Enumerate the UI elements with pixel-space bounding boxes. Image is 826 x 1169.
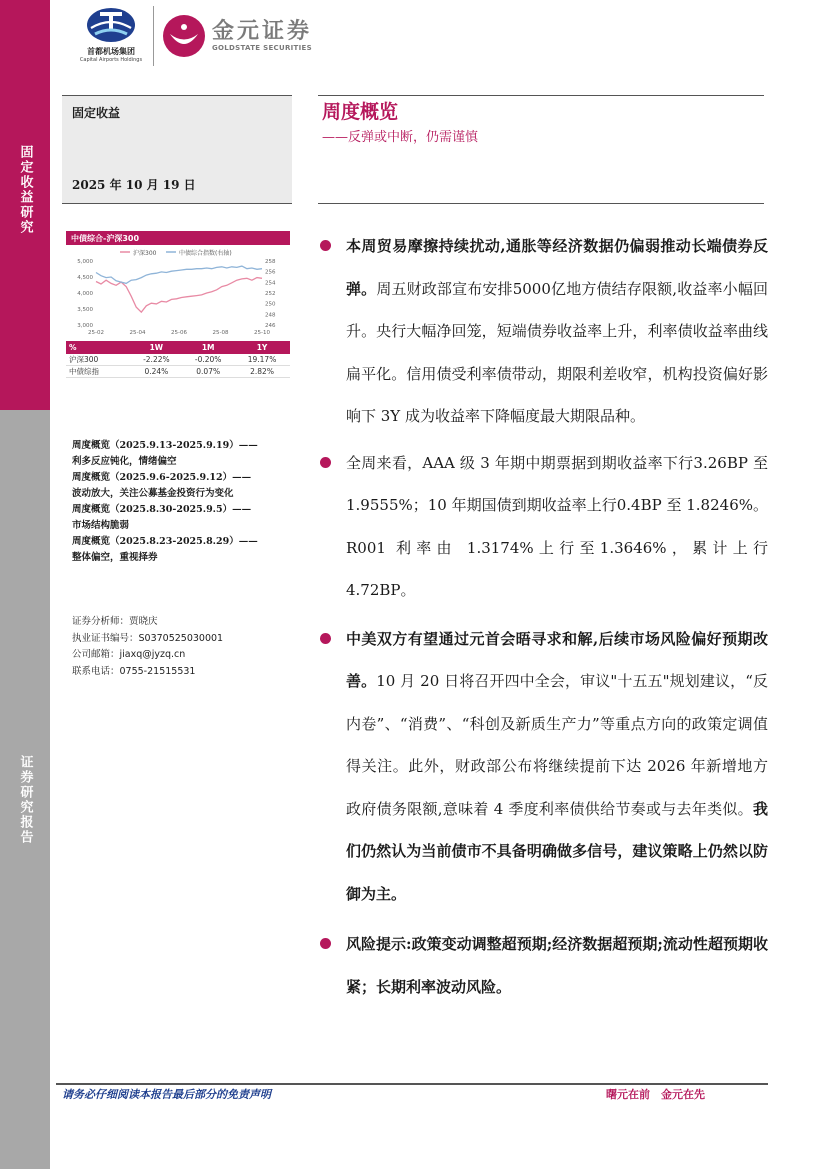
table-row xyxy=(66,366,290,378)
chart-title: 中债综合-沪深300 xyxy=(66,231,290,245)
analyst-name: 证券分析师：贾晓庆 xyxy=(72,616,158,627)
analyst-cert: 执业证书编号：S0370525030001 xyxy=(72,632,224,644)
goldstate-logo xyxy=(162,14,312,58)
related-report-line[interactable]: 周度概览（2025.8.30-2025.9.5）—— xyxy=(72,504,252,515)
table-cell: 0.07% xyxy=(182,366,234,378)
report-info-box xyxy=(62,95,292,204)
paragraph-text: 10 月 20 日将召开四中全会，审议"十五五"规划建议，“反内卷”、“消费”、“科创及新质生产力”等重点方向的政策定调值得关注。此外，财政部公布将继续提前下达 2026 年新增地方政府债务限额,意味着 4 季度利率债供给节奏或与去年类似。 xyxy=(346,672,768,818)
analyst-info xyxy=(72,614,223,680)
table-cell: -2.22% xyxy=(130,354,182,366)
y-right-tick-label: 252 xyxy=(265,291,276,297)
paragraph-highlight: 本周贸易摩擦持续扰动,通胀等经济数据仍偏弱推动长端债券反弹。 xyxy=(346,237,768,298)
related-report-line[interactable]: 周度概览（2025.9.13-2025.9.19）—— xyxy=(72,440,258,451)
performance-table xyxy=(66,341,290,378)
main-body xyxy=(320,225,768,1008)
goldstate-name: 金元证券 xyxy=(212,19,313,44)
y-right-tick-label: 256 xyxy=(265,269,276,276)
table-cell: 2.82% xyxy=(234,366,290,378)
legend-bond: 中债综合指数(右轴) xyxy=(179,250,232,257)
y-right-tick-label: 254 xyxy=(265,280,276,287)
footer-rule xyxy=(56,1083,768,1085)
table-header: % xyxy=(66,341,130,354)
analyst-email[interactable]: 公司邮箱：jiaxq@jyzq.cn xyxy=(72,649,186,660)
capital-airports-name: 首都机场集团 xyxy=(87,47,135,56)
x-tick-label: 25-10 xyxy=(254,330,270,336)
risk-warning: 风险提示:政策变动调整超预期;经济数据超预期;流动性超预期收紧；长期利率波动风险。 xyxy=(346,935,768,996)
analyst-phone: 联系电话：0755-21515531 xyxy=(72,665,196,677)
related-report-line[interactable]: 利多反应钝化，情绪偏空 xyxy=(72,456,177,467)
related-report-line[interactable]: 整体偏空，重视择券 xyxy=(72,552,158,563)
sidebar-bottom-label: 证券研究报告 xyxy=(17,755,33,845)
capital-airports-icon xyxy=(81,6,141,44)
chart-legend xyxy=(120,249,232,257)
title-bottom-rule xyxy=(318,203,764,204)
x-tick-label: 25-04 xyxy=(129,330,146,336)
paragraph-highlight: 中美双方有望通过元首会晤寻求和解,后续市场风险偏好预期改善。 xyxy=(346,629,768,690)
goldstate-en: GOLDSTATE SECURITIES xyxy=(212,44,312,52)
y-right-tick-label: 258 xyxy=(265,259,276,265)
page-title: 周度概览 xyxy=(322,101,399,123)
page-subtitle: ——反弹或中断，仍需谨慎 xyxy=(322,130,479,145)
related-report-line[interactable]: 周度概览（2025.9.6-2025.9.12）—— xyxy=(72,472,252,483)
series-line-csi300 xyxy=(96,278,262,313)
table-cell: 沪深300 xyxy=(66,354,130,366)
y-right-tick-label: 250 xyxy=(265,301,276,308)
body-paragraph xyxy=(320,442,768,612)
table-header: 1Y xyxy=(234,341,290,354)
body-paragraph xyxy=(320,618,768,916)
table-header-row xyxy=(66,341,290,354)
related-report-line[interactable]: 波动放大，关注公募基金投资行为变化 xyxy=(72,488,234,499)
legend-csi300: 沪深300 xyxy=(133,250,157,257)
sidebar-top-band xyxy=(0,0,50,410)
sidebar-top-label: 固定收益研究 xyxy=(17,145,33,235)
header-logos xyxy=(72,6,312,72)
sidebar-bottom-band xyxy=(0,410,50,1169)
table-header: 1M xyxy=(182,341,234,354)
y-right-tick-label: 248 xyxy=(265,312,276,319)
index-chart xyxy=(66,245,290,341)
y-left-tick-label: 5,000 xyxy=(77,259,93,265)
related-report-line[interactable]: 周度概览（2025.8.23-2025.8.29）—— xyxy=(72,536,258,547)
y-left-tick-label: 3,500 xyxy=(77,307,93,313)
paragraph-text: 全周来看，AAA 级 3 年期中期票据到期收益率下行3.26BP 至 1.9555%；10 年期国债到期收益率上行0.4BP 至 1.8246%。R001 利率由 1.3174%上行至1.3646%，累计上行 4.72BP。 xyxy=(346,453,768,599)
table-cell: 0.24% xyxy=(130,366,182,378)
series-line-bond xyxy=(96,266,262,283)
y-left-tick-label: 3,000 xyxy=(77,323,93,329)
y-left-tick-label: 4,000 xyxy=(77,291,93,297)
related-report-line[interactable]: 市场结构脆弱 xyxy=(72,520,130,531)
x-tick-label: 25-06 xyxy=(171,330,187,336)
paragraph-highlight: 我们仍然认为当前债市不具备明确做多信号，建议策略上仍然以防御为主。 xyxy=(346,799,768,903)
related-reports xyxy=(72,438,297,566)
table-row xyxy=(66,354,290,366)
table-cell: 中债综指 xyxy=(66,366,130,378)
title-top-rule xyxy=(318,95,764,96)
footer-slogan: 曙元在前 金元在先 xyxy=(606,1088,705,1101)
table-header: 1W xyxy=(130,341,182,354)
capital-airports-logo xyxy=(72,6,150,63)
y-right-tick-label: 246 xyxy=(265,323,276,329)
body-paragraph xyxy=(320,225,768,438)
logo-divider xyxy=(153,6,154,66)
body-paragraph xyxy=(320,923,768,1008)
report-category: 固定收益 xyxy=(72,106,121,120)
goldstate-icon xyxy=(162,14,206,58)
x-tick-label: 25-08 xyxy=(212,330,229,336)
paragraph-text: 周五财政部宣布安排5000亿地方债结存限额,收益率小幅回升。央行大幅净回笼，短端债券收益率上升，利率债收益率曲线扁平化。信用债受利率债带动，期限利差收窄，机构投资偏好影响下 3Y 成为收益率下降幅度最大期限品种。 xyxy=(346,279,768,425)
y-left-tick-label: 4,500 xyxy=(77,275,93,281)
table-cell: 19.17% xyxy=(234,354,290,366)
footer-disclaimer: 请务必仔细阅读本报告最后部分的免责声明 xyxy=(62,1088,271,1101)
report-date: 2025 年 10 月 19 日 xyxy=(72,178,196,192)
index-chart-panel xyxy=(66,231,290,387)
x-tick-label: 25-02 xyxy=(88,330,104,336)
table-cell: -0.20% xyxy=(182,354,234,366)
capital-airports-en: Capital Airports Holdings xyxy=(79,57,143,63)
